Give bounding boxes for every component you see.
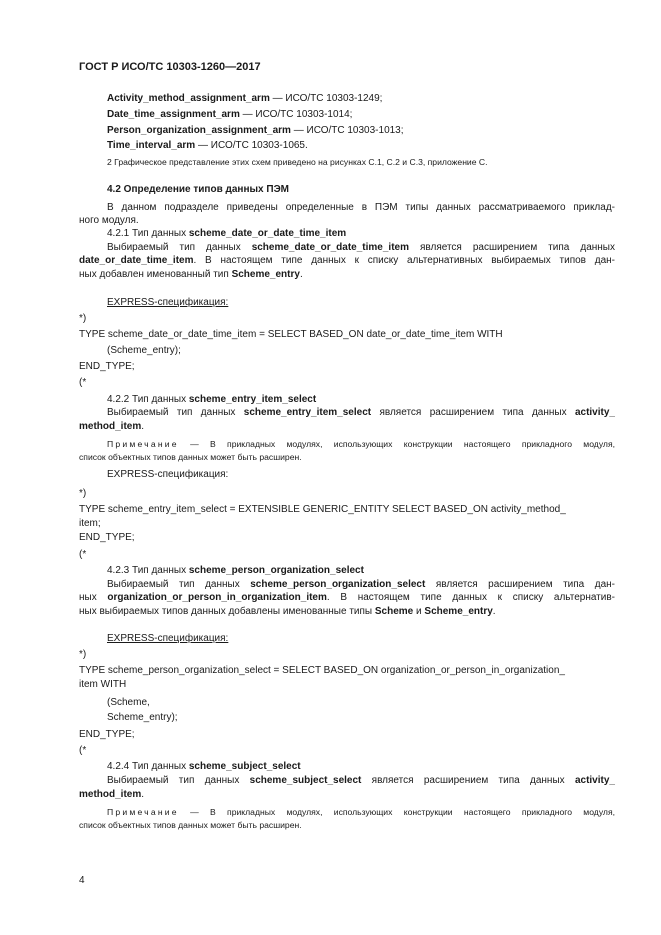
s422-para-line-2 [79, 420, 144, 433]
title-name: scheme_date_or_date_time_item [188, 228, 347, 239]
text-bold: Scheme_entry [424, 606, 493, 617]
code-line: item WITH [79, 679, 127, 690]
subsection-title-424 [107, 760, 301, 773]
ref-name: Time_interval_arm [107, 140, 196, 151]
text-bold: method_item [79, 789, 142, 800]
s423-para-line-3 [79, 605, 496, 618]
text: Выбираемый тип данных [107, 242, 252, 253]
note-label: Примечание [107, 807, 179, 817]
intro-line-1: В данном подразделе приведены определенные в ПЭМ типы данных рассматриваемого приклад- [107, 202, 615, 213]
ref-item [107, 139, 308, 152]
code-line: TYPE scheme_entry_item_select = EXTENSIBLE GENERIC_ENTITY SELECT BASED_ON activity_method_ [79, 504, 566, 515]
express-spec-label: EXPRESS-спецификация: [107, 469, 229, 480]
ref-name: Person_organization_assignment_arm [107, 125, 291, 136]
ref-item [107, 124, 404, 137]
code-line: *) [79, 488, 87, 499]
intro-line-2: ного модуля. [79, 215, 139, 226]
text: Выбираемый тип данных [107, 579, 251, 590]
s424-para-line-2 [79, 788, 144, 801]
code-line: (* [79, 549, 87, 560]
text: . [299, 269, 303, 280]
text-bold: activity_ [574, 775, 615, 786]
express-spec-label: EXPRESS-спецификация: [107, 633, 229, 644]
text: Выбираемый тип данных [107, 407, 244, 418]
text-bold: date_or_date_time_item [79, 255, 194, 266]
s424-para-line-1 [107, 774, 615, 787]
title-prefix: 4.2.2 Тип данных [107, 394, 189, 405]
text: . [492, 606, 496, 617]
subsection-title-422 [107, 393, 316, 406]
text-bold: activity_ [574, 407, 615, 418]
text-bold: scheme_person_organization_select [250, 579, 426, 590]
s423-para-line-2 [79, 591, 615, 604]
text: . В настоящем типе данных к списку альтернативных выбираемых типов дан- [193, 255, 615, 266]
text: ных добавлен именованный тип [79, 269, 232, 280]
code-line: END_TYPE; [79, 532, 135, 543]
ref-name: Date_time_assignment_arm [107, 109, 240, 120]
code-line: Scheme_entry); [107, 712, 178, 723]
text: является расширением типа дан- [425, 579, 615, 590]
ref-tail: — ИСО/ТС 10303-1013; [290, 125, 404, 136]
s421-para-line-1 [107, 241, 615, 254]
text: Выбираемый тип данных [107, 775, 250, 786]
ref-tail: — ИСО/ТС 10303-1014; [239, 109, 353, 120]
title-name: scheme_person_organization_select [188, 565, 364, 576]
subsection-title-421 [107, 227, 346, 240]
ref-tail: — ИСО/ТС 10303-1249; [269, 93, 383, 104]
text: ных [79, 592, 108, 603]
express-spec-label: EXPRESS-спецификация: [107, 297, 229, 308]
text-bold: organization_or_person_in_organization_item [107, 592, 327, 603]
note-label: Примечание [107, 439, 179, 449]
ref-item [107, 108, 352, 121]
code-line: *) [79, 649, 87, 660]
code-line: TYPE scheme_date_or_date_time_item = SELECT BASED_ON date_or_date_time_item WITH [79, 329, 503, 340]
s422-para-line-1 [107, 406, 615, 419]
ref-tail: — ИСО/ТС 10303-1065. [195, 140, 308, 151]
text: . [141, 789, 145, 800]
title-prefix: 4.2.1 Тип данных [107, 228, 189, 239]
text: . В настоящем типе данных к списку альтернатив- [326, 592, 615, 603]
code-line: (* [79, 745, 87, 756]
code-line: (Scheme_entry); [107, 345, 181, 356]
text-bold: Scheme_entry [231, 269, 300, 280]
document-header: ГОСТ Р ИСО/ТС 10303-1260—2017 [79, 61, 261, 73]
title-prefix: 4.2.3 Тип данных [107, 565, 189, 576]
ref-name: Activity_method_assignment_arm [107, 93, 270, 104]
text-bold: scheme_subject_select [249, 775, 362, 786]
code-line: END_TYPE; [79, 361, 135, 372]
title-name: scheme_subject_select [188, 761, 301, 772]
note-line-1 [107, 806, 615, 818]
code-line: TYPE scheme_person_organization_select = SELECT BASED_ON organization_or_person_in_organization_ [79, 665, 565, 676]
code-line: END_TYPE; [79, 729, 135, 740]
text: — В прикладных модулях, использующих конструкции настоящего прикладного модуля, [178, 807, 615, 817]
text-bold: scheme_date_or_date_time_item [251, 242, 409, 253]
s421-para-line-3 [79, 268, 303, 281]
text-bold: scheme_entry_item_select [243, 407, 372, 418]
text: является расширением типа данных [409, 242, 615, 253]
text: — В прикладных модулях, использующих конструкции настоящего прикладного модуля, [178, 439, 615, 449]
note-line-2: список объектных типов данных может быть расширен. [79, 452, 302, 462]
text-bold: Scheme [374, 606, 414, 617]
text: и [413, 606, 425, 617]
code-line: item; [79, 518, 101, 529]
section-heading: 4.2 Определение типов данных ПЭМ [107, 184, 290, 195]
page-number: 4 [79, 875, 85, 886]
s421-para-line-2 [79, 254, 615, 267]
text: является расширением типа данных [371, 407, 575, 418]
title-prefix: 4.2.4 Тип данных [107, 761, 189, 772]
note-line-1 [107, 438, 615, 450]
text-bold: method_item [79, 421, 142, 432]
ref-item [107, 92, 382, 105]
title-name: scheme_entry_item_select [188, 394, 317, 405]
note-2: 2 Графическое представление этих схем приведено на рисунках С.1, С.2 и С.3, приложение С. [107, 157, 488, 167]
s423-para-line-1 [107, 578, 615, 591]
text: ных выбираемых типов данных добавлены именованные типы [79, 606, 375, 617]
code-line: *) [79, 313, 87, 324]
subsection-title-423 [107, 564, 364, 577]
code-line: (* [79, 377, 87, 388]
text: является расширением типа данных [361, 775, 575, 786]
code-line: (Scheme, [107, 697, 150, 708]
text: . [141, 421, 145, 432]
note-line-2: список объектных типов данных может быть расширен. [79, 820, 302, 830]
